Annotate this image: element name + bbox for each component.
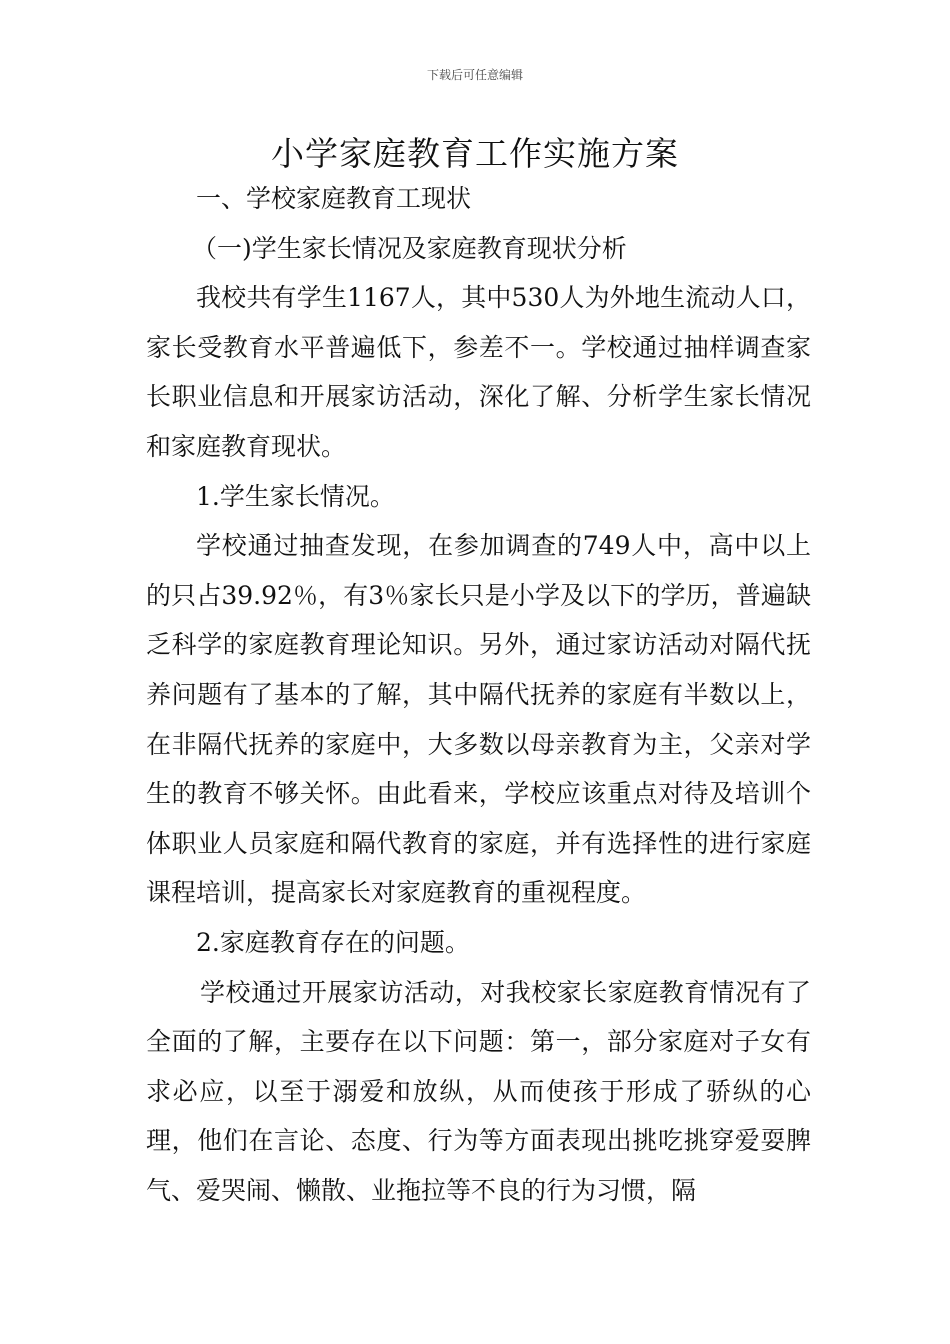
- section-subheading: （一)学生家长情况及家庭教育现状分析: [192, 233, 627, 263]
- document-title: 小学家庭教育工作实施方案: [271, 134, 679, 173]
- header-note: 下载后可任意编辑: [426, 68, 523, 82]
- item1-paragraph: 学校通过抽查发现，在参加调查的749人中，高中以上的只占39.92％，有3％家长只是小学及以下的学历，普遍缺乏科学的家庭教育理论知识。另外，通过家访活动对隔代抚养问题有了基本的了解，其中隔代抚养的家庭有半数以上，在非隔代抚养的家庭中，大多数以母亲教育为主，父亲对学生的教育不够关怀。由此看来，学校应该重点对待及培训个体职业人员家庭和隔代教育的家庭，并有选择性的进行家庭课程培训，提高家长对家庭教育的重视程度。: [146, 531, 811, 908]
- section-heading: 一、学校家庭教育工现状: [196, 184, 472, 213]
- item2-heading: 2.家庭教育存在的问题。: [196, 927, 470, 957]
- item2-paragraph: 学校通过开展家访活动，对我校家长家庭教育情况有了全面的了解，主要存在以下问题：第一，部分家庭对子女有求必应，以至于溺爱和放纵，从而使孩于形成了骄纵的心理，他们在言论、态度、行为等方面表现出挑吃挑穿爱耍脾气、爱哭闹、懒散、业拖拉等不良的行为习惯，隔: [146, 977, 811, 1205]
- intro-paragraph: 我校共有学生1167人，其中530人为外地生流动人口，家长受教育水平普遍低下，参差不一。学校通过抽样调查家长职业信息和开展家访活动，深化了解、分析学生家长情况和家庭教育现状。: [146, 283, 811, 461]
- item1-heading: 1.学生家长情况。: [196, 481, 395, 511]
- document-body: [146, 174, 811, 1215]
